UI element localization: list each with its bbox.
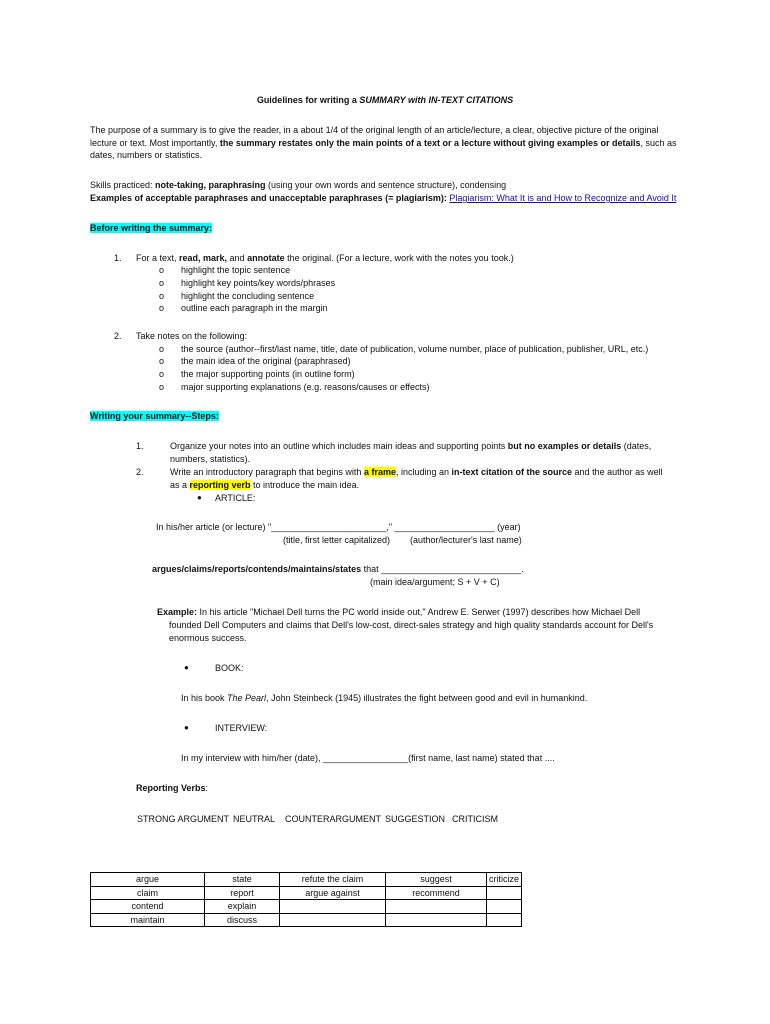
- category-counterargument: COUNTERARGUMENT: [285, 814, 381, 824]
- page-title: Guidelines for writing a SUMMARY with IN-TEXT CITATIONS: [256, 95, 514, 105]
- bullet-marker: o: [159, 369, 165, 379]
- frame-sub-main-idea: (main idea/argument; S + V + C): [370, 577, 500, 587]
- bullet-marker: o: [159, 291, 165, 301]
- table-cell: criticize: [487, 873, 522, 887]
- bullet-dot: ●: [197, 493, 202, 502]
- intro-paragraph: The purpose of a summary is to give the reader, in a about 1/4 of the original length of an article/lecture, a clear, objective picture of the original lecture or text. Most importantly, the summary restates only the main points of a text or a lecture without giving examples or details, such as dates, numbers or statistics.: [90, 125, 677, 161]
- writing-step2-number: 2.: [136, 467, 144, 477]
- reporting-verbs-table: [90, 872, 522, 927]
- example-line-1: Example: In his article "Michael Dell turns the PC world inside out," Andrew E. Serwer (1997) describes how Michael Dell: [157, 607, 641, 617]
- frame-line-2: argues/claims/reports/contends/maintains/states that ____________________________.: [152, 564, 524, 574]
- table-cell: report: [205, 886, 280, 900]
- before-heading: Before writing the summary:: [90, 223, 213, 233]
- writing-step1-text-cont: numbers, statistics).: [170, 454, 251, 464]
- table-cell: state: [205, 873, 280, 887]
- interview-example: In my interview with him/her (date), _________________(first name, last name) stated that ....: [181, 753, 555, 763]
- table-cell: suggest: [386, 873, 487, 887]
- table-cell: [487, 913, 522, 927]
- frame-sub-title: (title, first letter capitalized): [283, 535, 391, 545]
- table-cell: recommend: [386, 886, 487, 900]
- writing-heading: Writing your summary--Steps:: [90, 411, 219, 421]
- bullet-marker: o: [159, 344, 165, 354]
- table-row: [91, 886, 522, 900]
- bullet-marker: o: [159, 303, 165, 313]
- bullet-marker: o: [159, 278, 165, 288]
- table-cell: refute the claim: [280, 873, 386, 887]
- frame-line-1: In his/her article (or lecture) "_______________________," ____________________ (year): [156, 522, 521, 532]
- frame-sub-author: (author/lecturer's last name): [410, 535, 522, 545]
- table-row: [91, 873, 522, 887]
- step2-bullet: major supporting explanations (e.g. reasons/causes or effects): [181, 382, 430, 392]
- writing-step1-text: Organize your notes into an outline which includes main ideas and supporting points but no examples or details (dates,: [170, 441, 652, 451]
- step1-bullet: highlight key points/key words/phrases: [181, 278, 336, 288]
- table-cell: [280, 900, 386, 914]
- step1-bullet: outline each paragraph in the margin: [181, 303, 328, 313]
- step2-bullet: the major supporting points (in outline form): [181, 369, 355, 379]
- writing-step2-text: Write an introductory paragraph that begins with a frame, including an in-text citation of the source and the author as well: [170, 467, 663, 477]
- table-cell: [487, 900, 522, 914]
- category-strong-argument: STRONG ARGUMENT: [137, 814, 230, 824]
- table-cell: [280, 913, 386, 927]
- table-cell: argue: [91, 873, 205, 887]
- table-cell: contend: [91, 900, 205, 914]
- table-cell: [386, 900, 487, 914]
- table-cell: argue against: [280, 886, 386, 900]
- bullet-marker: o: [159, 356, 165, 366]
- table-cell: explain: [205, 900, 280, 914]
- example-line-2: founded Dell Computers and claims that Dell's low-cost, direct-sales strategy and high quality standards account for Dell's: [169, 620, 654, 630]
- step1-bullet: highlight the concluding sentence: [181, 291, 315, 301]
- category-neutral: NEUTRAL: [233, 814, 276, 824]
- bullet-dot: ●: [184, 663, 189, 672]
- step2-bullet: the main idea of the original (paraphrased): [181, 356, 351, 366]
- plagiarism-link[interactable]: Plagiarism: What It is and How to Recognize and Avoid It: [449, 193, 677, 203]
- book-example: In his book The Pearl, John Steinbeck (1945) illustrates the fight between good and evil in humankind.: [181, 693, 588, 703]
- skills-line: Skills practiced: note-taking, paraphrasing (using your own words and sentence structure), condensing: [90, 180, 507, 190]
- book-label: BOOK:: [215, 663, 244, 673]
- step1-bullet: highlight the topic sentence: [181, 265, 291, 275]
- table-cell: [487, 886, 522, 900]
- step1-text: For a text, read, mark, and annotate the original. (For a lecture, work with the notes you took.): [136, 253, 514, 263]
- table-cell: discuss: [205, 913, 280, 927]
- bullet-dot: ●: [184, 723, 189, 732]
- category-criticism: CRITICISM: [452, 814, 498, 824]
- table-row: [91, 913, 522, 927]
- article-label: ARTICLE:: [215, 493, 256, 503]
- step2-bullet: the source (author--first/last name, title, date of publication, volume number, place of publication, publisher, URL, etc.): [181, 344, 649, 354]
- bullet-marker: o: [159, 265, 165, 275]
- example-line-3: enormous success.: [169, 633, 247, 643]
- step2-number: 2.: [114, 331, 122, 341]
- table-cell: claim: [91, 886, 205, 900]
- step2-text: Take notes on the following:: [136, 331, 248, 341]
- category-suggestion: SUGGESTION: [385, 814, 446, 824]
- examples-line: Examples of acceptable paraphrases and unacceptable paraphrases (= plagiarism): Plagiarism: What It is and How to Recognize and Avoid It: [90, 193, 677, 203]
- reporting-verbs-heading: Reporting Verbs:: [136, 783, 209, 793]
- step1-number: 1.: [114, 253, 122, 263]
- bullet-marker: o: [159, 382, 165, 392]
- interview-label: INTERVIEW:: [215, 723, 268, 733]
- writing-step1-number: 1.: [136, 441, 144, 451]
- table-row: [91, 900, 522, 914]
- table-cell: maintain: [91, 913, 205, 927]
- table-cell: [386, 913, 487, 927]
- writing-step2-text-cont: as a reporting verb to introduce the main idea.: [170, 480, 360, 490]
